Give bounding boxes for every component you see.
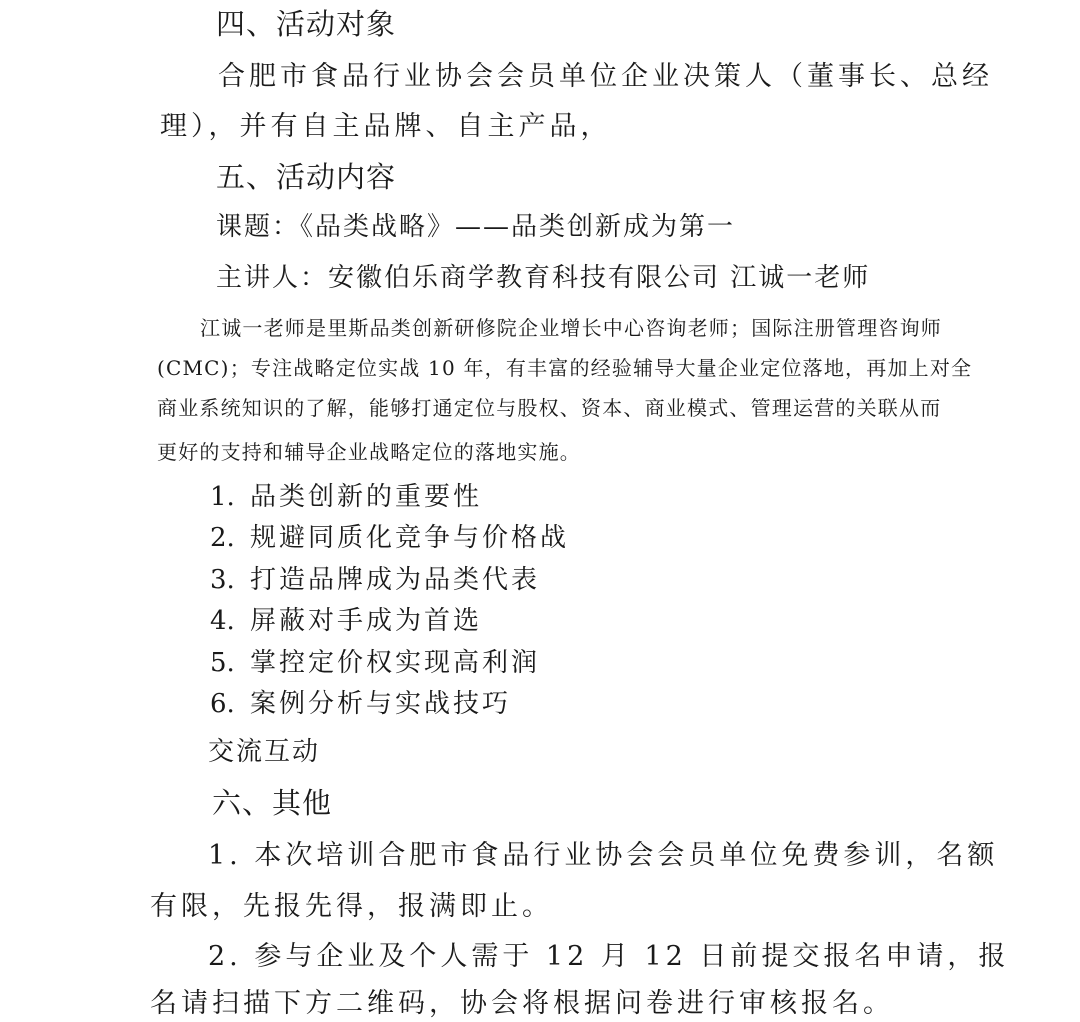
speaker-bio-line-4: 更好的支持和辅导企业战略定位的落地实施。 bbox=[157, 440, 581, 464]
speaker-line: 主讲人：安徽伯乐商学教育科技有限公司 江诚一老师 bbox=[216, 263, 871, 293]
section-5-heading: 五、活动内容 bbox=[216, 160, 397, 194]
section-6-item-2-line-1: 2. 参与企业及个人需于 12 月 12 日前提交报名申请，报 bbox=[208, 941, 1010, 972]
speaker-bio-line-2: (CMC)；专注战略定位实战 10 年，有丰富的经验辅导大量企业定位落地，再加上对全 bbox=[157, 356, 973, 380]
section-6-item-2-line-2: 名请扫描下方二维码，协会将根据问卷进行审核报名。 bbox=[150, 988, 894, 1019]
list-item-text: 掌控定价权实现高利润 bbox=[250, 648, 541, 678]
course-topic: 课题：《品类战略》——品类创新成为第一 bbox=[216, 212, 736, 242]
speaker-bio-line-3: 商业系统知识的了解，能够打通定位与股权、资本、商业模式、管理运营的关联从而 bbox=[157, 396, 942, 420]
list-item bbox=[210, 608, 482, 634]
list-item-text: 屏蔽对手成为首选 bbox=[250, 606, 483, 636]
list-item-number: 5. bbox=[210, 648, 235, 678]
section-6-heading: 六、其他 bbox=[212, 786, 333, 820]
list-item-number: 1. bbox=[210, 482, 235, 512]
section-6-item-1-line-1: 1. 本次培训合肥市食品行业协会会员单位免费参训，名额 bbox=[208, 840, 999, 871]
speaker-bio-line-1: 江诚一老师是里斯品类创新研修院企业增长中心咨询老师；国际注册管理咨询师 bbox=[200, 316, 942, 340]
list-item-number: 4. bbox=[210, 606, 235, 636]
section-6-item-1-line-2: 有限，先报先得，报满即止。 bbox=[150, 891, 553, 922]
list-item-number: 3. bbox=[210, 565, 235, 595]
list-item bbox=[210, 484, 482, 510]
list-item bbox=[210, 650, 540, 676]
list-item bbox=[210, 567, 540, 593]
list-item-number: 6. bbox=[210, 689, 235, 719]
interaction-line: 交流互动 bbox=[208, 737, 321, 767]
list-item-number: 2. bbox=[210, 523, 235, 553]
list-item-text: 打造品牌成为品类代表 bbox=[250, 565, 541, 595]
section-4-paragraph-line-2: 理），并有自主品牌、自主产品， bbox=[160, 111, 612, 142]
list-item bbox=[210, 525, 569, 551]
section-4-paragraph-line-1: 合肥市食品行业协会会员单位企业决策人（董事长、总经 bbox=[218, 61, 993, 92]
list-item-text: 规避同质化竞争与价格战 bbox=[250, 523, 570, 553]
list-item bbox=[210, 691, 511, 717]
section-4-heading: 四、活动对象 bbox=[216, 7, 397, 41]
list-item-text: 案例分析与实战技巧 bbox=[250, 689, 512, 719]
list-item-text: 品类创新的重要性 bbox=[250, 482, 483, 512]
